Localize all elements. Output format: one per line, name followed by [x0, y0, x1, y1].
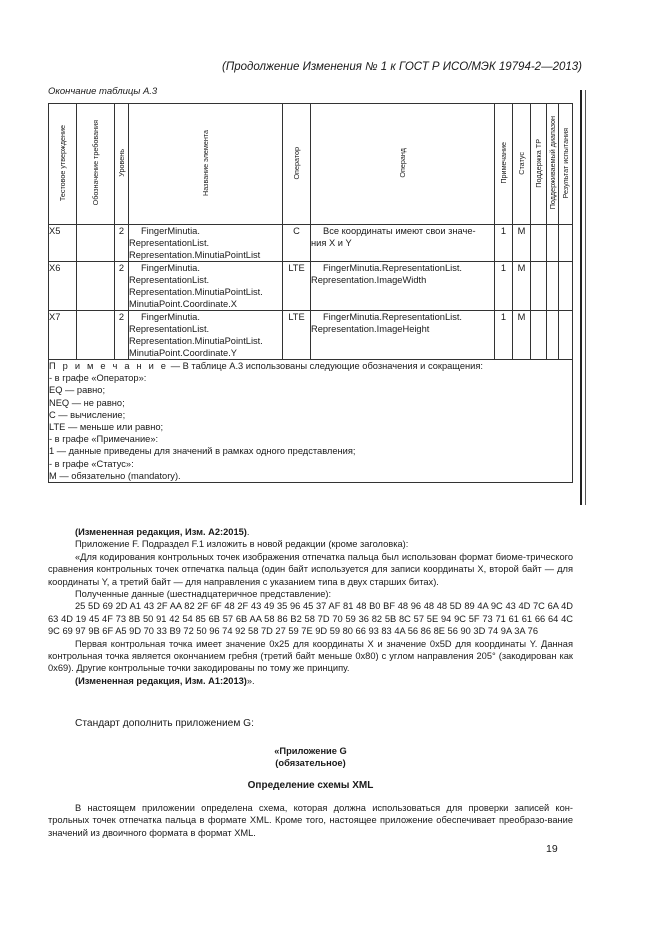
cell-tr: [531, 225, 547, 262]
paragraph-first-point: Первая контрольная точка имеет значение 0x25 для координаты X и значение 0x5D для координаты Y. Данная контрольная точка является окончанием гребня (третий байт меньше 0x80) с углом направления 205° (закодирован как 0x69). Другие контрольные точки закодированы по тому же принципу.: [48, 638, 573, 674]
cell-operator: LTE: [283, 262, 311, 311]
cell-id: X5: [49, 225, 77, 262]
cell-tr: [531, 311, 547, 360]
cell-operator: C: [283, 225, 311, 262]
cell-range: [547, 225, 559, 262]
change-bar: [580, 90, 582, 505]
appendix-g-body: [48, 802, 573, 839]
col-operator: Оператор: [283, 104, 311, 225]
cell-level: 2: [115, 262, 129, 311]
table-row: [49, 225, 573, 262]
col-test-assertion: Тестовое утверждение: [49, 104, 77, 225]
page-header: (Продолжение Изменения № 1 к ГОСТ Р ИСО/МЭК 19794-2—2013): [222, 61, 582, 73]
cell-status: M: [513, 311, 531, 360]
table-note: П р и м е ч а н и е — В таблице А.3 использованы следующие обозначения и сокращения: - в графе «Оператор»: EQ — равно; NEQ — не равно; C — вычисление; LTE — меньше или равно; - в графе «Примечание»: 1 — данные приведены для значений в рамках одного представления; - в графе «Статус»: M — обязательно (mandatory).: [49, 360, 573, 483]
cell-tr: [531, 262, 547, 311]
cell-id: X7: [49, 311, 77, 360]
cell-operand: FingerMinutia.RepresentationList. Representation.ImageHeight: [311, 311, 495, 360]
requirements-table: [48, 103, 573, 483]
cell-req: [77, 225, 115, 262]
cell-note: 1: [495, 225, 513, 262]
edited-note-2: (Измененная редакция, Изм. А1:2013)».: [75, 675, 255, 686]
page-number: 19: [546, 843, 558, 855]
cell-operand: FingerMinutia.RepresentationList. Representation.ImageWidth: [311, 262, 495, 311]
cell-req: [77, 262, 115, 311]
cell-result: [559, 262, 573, 311]
cell-result: [559, 311, 573, 360]
cell-operand: Все координаты имеют свои значе- ния X и Y: [311, 225, 495, 262]
cell-status: M: [513, 225, 531, 262]
col-status: Статус: [513, 104, 531, 225]
col-requirement-id: Обозначение требования: [77, 104, 115, 225]
note-label: П р и м е ч а н и е: [49, 361, 169, 371]
col-supported-range: Поддерживаемый диапазон: [547, 104, 559, 225]
change-bar-inner: [585, 90, 586, 505]
table-header-row: [49, 104, 573, 225]
cell-status: M: [513, 262, 531, 311]
col-test-result: Результат испытания: [559, 104, 573, 225]
col-note: Примечание: [495, 104, 513, 225]
paragraph-xml-schema: В настоящем приложении определена схема, которая должна использоваться для проверки записей кон-трольных точек отпечатка пальца в формате XML. Кроме того, настоящее приложение обеспечивает преобразо-вание значений из двоичного формата в формат XML.: [48, 803, 573, 838]
cell-operator: LTE: [283, 311, 311, 360]
table-note-row: [49, 360, 573, 483]
body-text: [48, 526, 573, 687]
col-level: Уровень: [115, 104, 129, 225]
cell-range: [547, 311, 559, 360]
cell-note: 1: [495, 262, 513, 311]
paragraph-encoding: «Для кодирования контрольных точек изображения отпечатка пальца был использован формат биоме-трического сравнения контрольных точек отпечатка пальца (один байт используется для записи координаты X, второй байт — для координаты Y, а третий байт — для направления с указанием типа в двух старших битах).: [48, 551, 573, 587]
cell-req: [77, 311, 115, 360]
table-row: [49, 311, 573, 360]
add-appendix-g: Стандарт дополнить приложением G:: [75, 718, 254, 729]
cell-level: 2: [115, 311, 129, 360]
received-data-label: Полученные данные (шестнадцатеричное представление):: [75, 589, 332, 600]
cell-element: FingerMinutia. RepresentationList. Representation.MinutiaPointList. MinutiaPoint.Coordinate.X: [129, 262, 283, 311]
table-caption: Окончание таблицы А.3: [48, 86, 158, 97]
table-row: [49, 262, 573, 311]
edited-note-1: (Измененная редакция, Изм. А2:2015).: [75, 527, 250, 537]
appendix-g-heading: Определение схемы XML: [247, 780, 374, 791]
cell-note: 1: [495, 311, 513, 360]
cell-result: [559, 225, 573, 262]
col-element-name: Название элемента: [129, 104, 283, 225]
appendix-f-instruction: Приложение F. Подраздел F.1 изложить в новой редакции (кроме заголовка):: [75, 539, 409, 550]
cell-id: X6: [49, 262, 77, 311]
hex-data: 25 5D 69 2D A1 43 2F AA 82 2F 6F 48 2F 43 49 35 96 45 37 AF 81 48 B0 BF 48 96 48 48 5D 89 4A 9C 43 4D 7C 6A 4D 63 4D 19 45 4F 73 8B 50 91 42 54 85 6B 57 6B AA 58 86 B2 58 7D 70 59 36 82 5B 8C 57 5E 94 9C 5F 73 71 61 61 66 64 4C 9C 69 97 9B 6F A5 9D 70 33 B9 72 50 96 74 92 58 7D 27 59 7E 9D 59 80 66 93 83 4A 56 86 8E 56 90 3D 74 9A 3A 76: [48, 601, 573, 637]
appendix-g-title: «Приложение G (обязательное): [274, 746, 347, 769]
col-tr-support: Поддержка ТР: [531, 104, 547, 225]
cell-level: 2: [115, 225, 129, 262]
cell-element: FingerMinutia. RepresentationList. Representation.MinutiaPointList. MinutiaPoint.Coordinate.Y: [129, 311, 283, 360]
cell-range: [547, 262, 559, 311]
cell-element: FingerMinutia. RepresentationList. Representation.MinutiaPointList: [129, 225, 283, 262]
col-operand: Операнд: [311, 104, 495, 225]
